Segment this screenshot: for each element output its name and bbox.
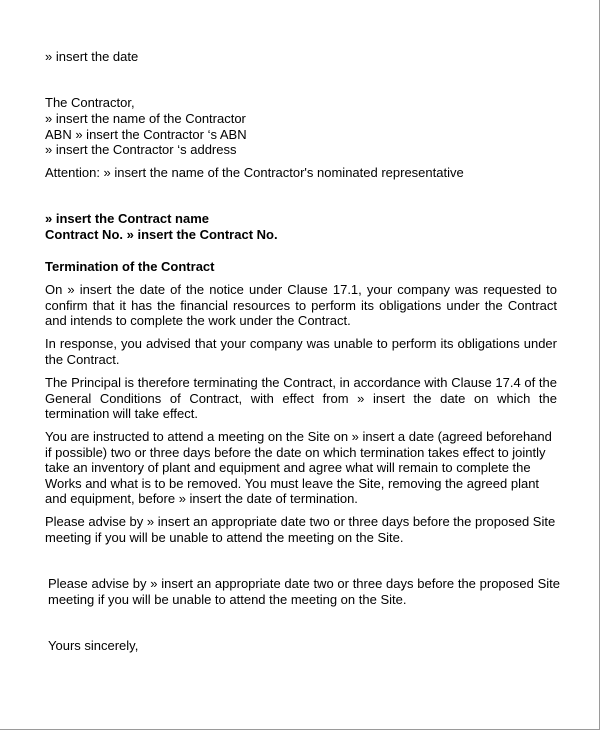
recipient-line-2: » insert the name of the Contractor: [45, 111, 246, 126]
body-paragraph-1: On » insert the date of the notice under Clause 17.1, your company was requested to confirm that it has the financial resources to perform its obligations under the Contract and intends to complete the work under the Contract.: [45, 282, 557, 328]
recipient-line-1: The Contractor,: [45, 95, 135, 110]
body-paragraph-5: Please advise by » insert an appropriate date two or three days before the proposed Site meeting if you will be unable to attend the meeting on the Site.: [45, 514, 556, 545]
body-paragraph-3: The Principal is therefore terminating the Contract, in accordance with Clause 17.4 of the General Conditions of Contract, with effect from » insert the date on which the termination will take effect.: [45, 375, 557, 421]
repeated-paragraph: Please advise by » insert an appropriate date two or three days before the proposed Site meeting if you will be unable to attend the meeting on the Site.: [48, 576, 560, 607]
body-paragraph-2: In response, you advised that your company was unable to perform its obligations under the Contract.: [45, 336, 557, 367]
recipient-line-3: ABN » insert the Contractor ‘s ABN: [45, 127, 247, 142]
body-paragraph-4: You are instructed to attend a meeting on the Site on » insert a date (agreed beforehand if possible) two or three days before the date on which termination takes effect to jointly take an inventory of plant and equipment and agree what will remain to complete the Works and what is to be removed. You must leave the Site, removing the agreed plant and equipment, before » insert the date of termination.: [45, 429, 552, 506]
contract-number: Contract No. » insert the Contract No.: [45, 227, 278, 242]
date-line: » insert the date: [45, 49, 139, 64]
section-heading: Termination of the Contract: [45, 259, 215, 274]
recipient-line-4: » insert the Contractor ‘s address: [45, 142, 237, 157]
closing-line: Yours sincerely,: [48, 638, 139, 653]
attention-line: Attention: » insert the name of the Contractor's nominated representative: [45, 165, 464, 180]
contract-name: » insert the Contract name: [45, 211, 209, 226]
